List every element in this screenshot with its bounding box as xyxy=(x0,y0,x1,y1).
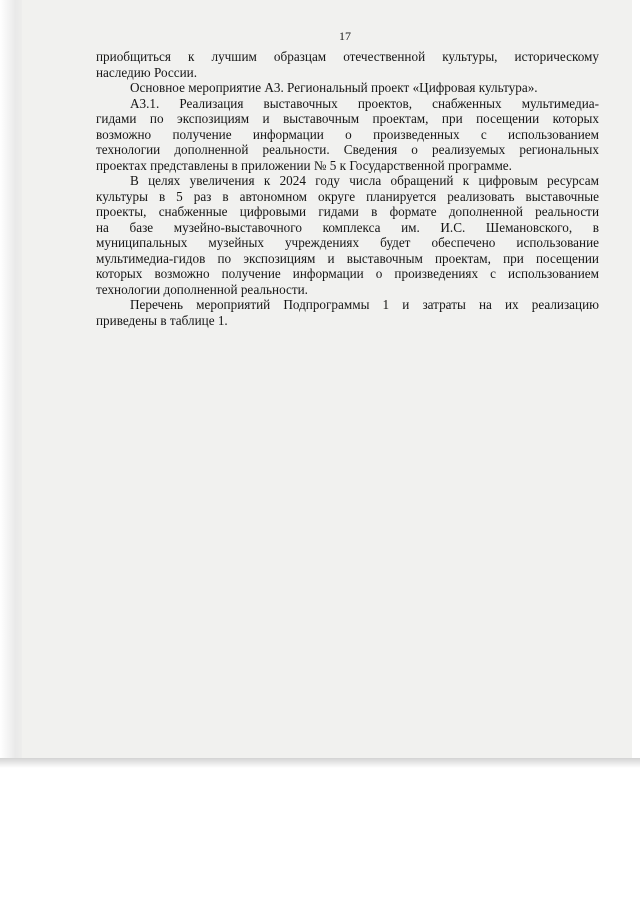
text-line: технологии дополненной реальности. Сведения о реализуемых региональных xyxy=(96,142,599,157)
paper-bottom-shadow xyxy=(0,758,640,768)
text-line: на базе музейно-выставочного комплекса им. И.С. Шемановского, в xyxy=(96,219,599,235)
text-line: В целях увеличения к 2024 году числа обращений к цифровым ресурсам xyxy=(130,173,599,188)
text-line: наследию России. xyxy=(96,64,197,80)
text-line: А3.1. Реализация выставочных проектов, снабженных мультимедиа- xyxy=(130,95,599,111)
text-line: гидами по экспозициям и выставочным проектам, при посещении которых xyxy=(96,111,599,126)
text-line: муниципальных музейных учреждениях будет обеспечено использование xyxy=(96,235,599,250)
text-line: проектах представлены в приложении № 5 к Государственной программе. xyxy=(96,157,512,173)
text-line: которых возможно получение информации о произведениях с использованием xyxy=(96,266,599,281)
text-line: Перечень мероприятий Подпрограммы 1 и затраты на их реализацию xyxy=(130,297,599,312)
text-line: возможно получение информации о произведенных с использованием xyxy=(96,126,599,142)
text-line: приведены в таблице 1. xyxy=(96,312,228,328)
text-line: приобщиться к лучшим образцам отечественной культуры, историческому xyxy=(96,49,599,64)
document-body xyxy=(96,49,599,328)
text-line: мультимедиа-гидов по экспозициям и выставочным проектам, при посещении xyxy=(96,250,599,266)
text-line: технологии дополненной реальности. xyxy=(96,281,308,297)
text-line: проекты, снабженные цифровыми гидами в формате дополненной реальности xyxy=(96,204,599,219)
heading-line: Основное мероприятие А3. Региональный проект «Цифровая культура». xyxy=(130,80,538,95)
page-number: 17 xyxy=(339,29,351,43)
text-line: культуры в 5 раз в автономном округе планируется реализовать выставочные xyxy=(96,188,599,204)
